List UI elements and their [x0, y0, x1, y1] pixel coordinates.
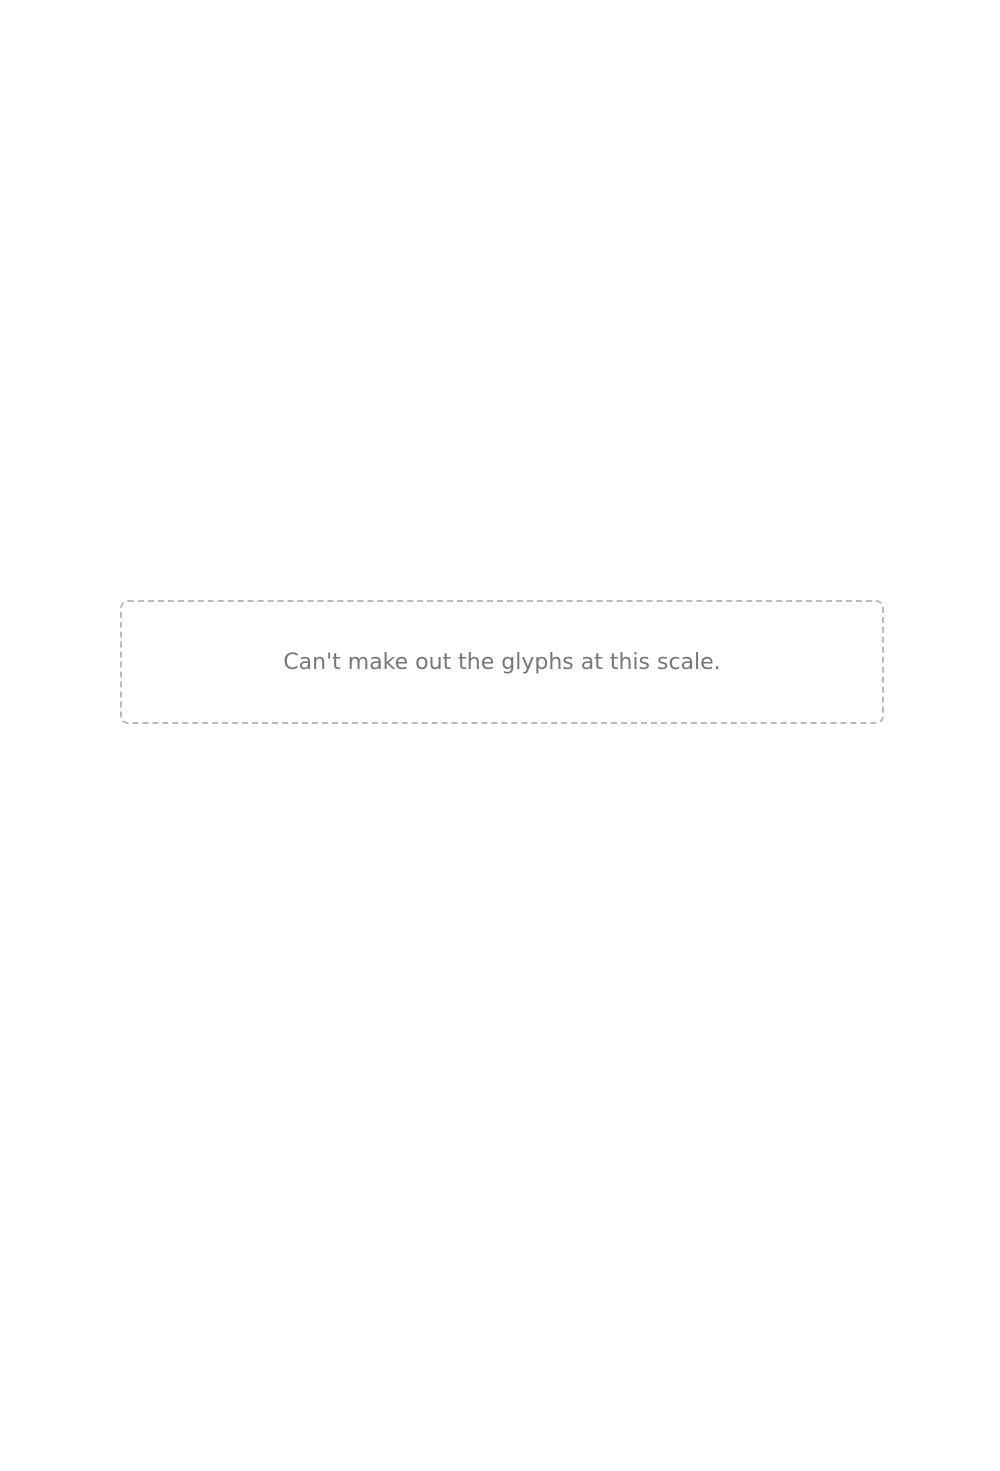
placeholder-note: Can't make out the glyphs at this scale.: [120, 600, 884, 724]
